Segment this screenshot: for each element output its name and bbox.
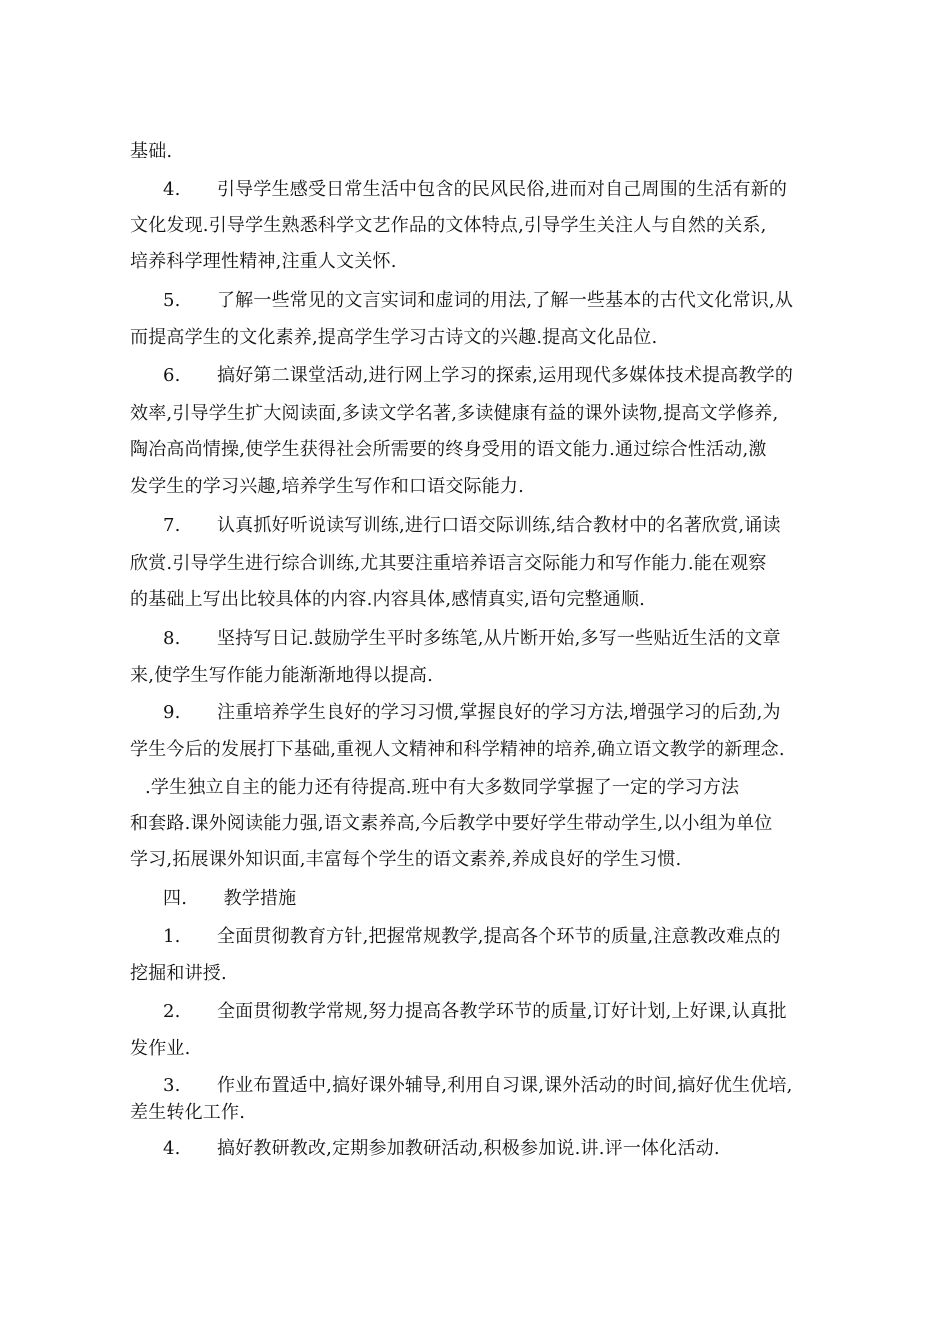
list-item-1: 1. 全面贯彻教育方针,把握常规教学,提高各个环节的质量,注意教改难点的 (163, 926, 781, 947)
text-line: 学习,拓展课外知识面,丰富每个学生的语文素养,养成良好的学生习惯. (130, 849, 682, 870)
text-line: 发学生的学习兴趣,培养学生写作和口语交际能力. (130, 476, 525, 497)
text-line: 和套路.课外阅读能力强,语文素养高,今后教学中要好学生带动学生,以小组为单位 (130, 813, 773, 834)
text-line: 差生转化工作. (130, 1102, 246, 1123)
text-line: 而提高学生的文化素养,提高学生学习古诗文的兴趣.提高文化品位. (130, 327, 658, 348)
text-line: 挖掘和讲授. (130, 963, 227, 984)
text-line: 基础. (130, 141, 173, 162)
list-item-8: 8. 坚持写日记.鼓励学生平时多练笔,从片断开始,多写一些贴近生活的文章 (163, 628, 781, 649)
text-line: .学生独立自主的能力还有待提高.班中有大多数同学掌握了一定的学习方法 (145, 777, 740, 798)
list-item-9: 9. 注重培养学生良好的学习习惯,掌握良好的学习方法,增强学习的后劲,为 (163, 702, 781, 723)
list-item-3: 3. 作业布置适中,搞好课外辅导,利用自习课,课外活动的时间,搞好优生优培, (163, 1075, 793, 1096)
text-line: 的基础上写出比较具体的内容.内容具体,感情真实,语句完整通顺. (130, 589, 646, 610)
list-item-5: 5. 了解一些常见的文言实词和虚词的用法,了解一些基本的古代文化常识,从 (163, 290, 794, 311)
section-heading: 四. 教学措施 (163, 888, 297, 909)
text-line: 来,使学生写作能力能渐渐地得以提高. (130, 665, 434, 686)
text-line: 效率,引导学生扩大阅读面,多读文学名著,多读健康有益的课外读物,提高文学修养, (130, 403, 779, 424)
text-line: 欣赏.引导学生进行综合训练,尤其要注重培养语言交际能力和写作能力.能在观察 (130, 553, 767, 574)
text-line: 陶冶高尚情操,使学生获得社会所需要的终身受用的语文能力.通过综合性活动,激 (130, 439, 767, 460)
list-item-6: 6. 搞好第二课堂活动,进行网上学习的探索,运用现代多媒体技术提高教学的 (163, 365, 794, 386)
list-item-4b: 4. 搞好教研教改,定期参加教研活动,积极参加说.讲.评一体化活动. (163, 1138, 720, 1159)
text-line: 学生今后的发展打下基础,重视人文精神和科学精神的培养,确立语文教学的新理念. (130, 739, 785, 760)
list-item-7: 7. 认真抓好听说读写训练,进行口语交际训练,结合教材中的名著欣赏,诵读 (163, 515, 781, 536)
text-line: 培养科学理性精神,注重人文关怀. (130, 251, 397, 272)
list-item-2: 2. 全面贯彻教学常规,努力提高各教学环节的质量,订好计划,上好课,认真批 (163, 1001, 787, 1022)
list-item-4: 4. 引导学生感受日常生活中包含的民风民俗,进而对自己周围的生活有新的 (163, 179, 788, 200)
text-line: 文化发现.引导学生熟悉科学文艺作品的文体特点,引导学生关注人与自然的关系, (130, 215, 767, 236)
text-line: 发作业. (130, 1038, 191, 1059)
